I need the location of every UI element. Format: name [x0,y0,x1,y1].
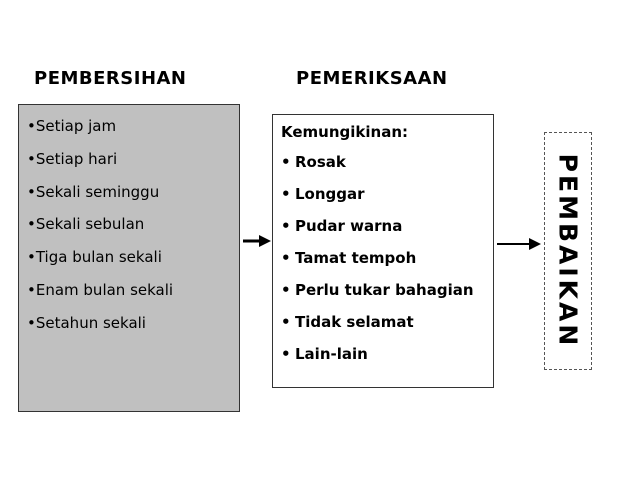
inspection-item [281,281,486,299]
inspection-item-label: Tamat tempoh [295,249,417,267]
inspection-intro: Kemungikinan: [281,123,408,141]
bullet: • [281,249,291,267]
bullet: • [27,117,36,135]
inspection-item-label: Longgar [295,185,365,203]
arrow-right-icon [243,234,271,248]
inspection-heading: PEMERIKSAAN [296,68,448,89]
bullet: • [27,182,36,201]
inspection-item-label: Pudar warna [295,217,403,235]
inspection-item [281,249,486,267]
bullet: • [281,345,291,363]
bullet: • [281,313,291,331]
inspection-item [281,345,486,363]
bullet: • [27,215,36,234]
inspection-item-label: Tidak selamat [295,313,414,331]
repair-label: PEMBAIKAN [553,153,583,349]
bullet: • [281,217,291,235]
inspection-item [281,185,486,203]
cleaning-item [27,117,173,150]
cleaning-box [18,104,240,412]
cleaning-item [27,215,173,248]
cleaning-item [27,183,173,216]
bullet: • [281,153,291,171]
cleaning-item [27,150,173,183]
bullet: • [281,281,291,299]
inspection-item [281,153,486,171]
bullet: • [27,313,36,332]
cleaning-item-label: Sekali seminggu [35,182,160,201]
cleaning-heading: PEMBERSIHAN [34,68,187,89]
inspection-item-label: Rosak [295,153,346,171]
inspection-item [281,217,486,235]
inspection-item-label: Perlu tukar bahagian [295,281,474,299]
cleaning-item [27,248,173,281]
cleaning-item-label: Setahun sekali [35,313,146,332]
cleaning-item-label: Enam bulan sekali [35,280,174,299]
bullet: • [27,149,36,168]
cleaning-item [27,281,173,314]
arrow-right-icon [497,237,541,251]
bullet: • [27,280,36,299]
bullet: • [281,185,291,203]
cleaning-item-label: Tiga bulan sekali [35,248,162,267]
cleaning-item [27,314,173,347]
inspection-item [281,313,486,331]
inspection-item-label: Lain-lain [295,345,368,363]
bullet: • [27,248,36,267]
cleaning-item-label: Setiap jam [35,117,117,135]
cleaning-item-label: Sekali sebulan [35,215,145,234]
cleaning-item-label: Setiap hari [35,149,118,168]
repair-box [544,132,592,370]
inspection-box [272,114,494,388]
